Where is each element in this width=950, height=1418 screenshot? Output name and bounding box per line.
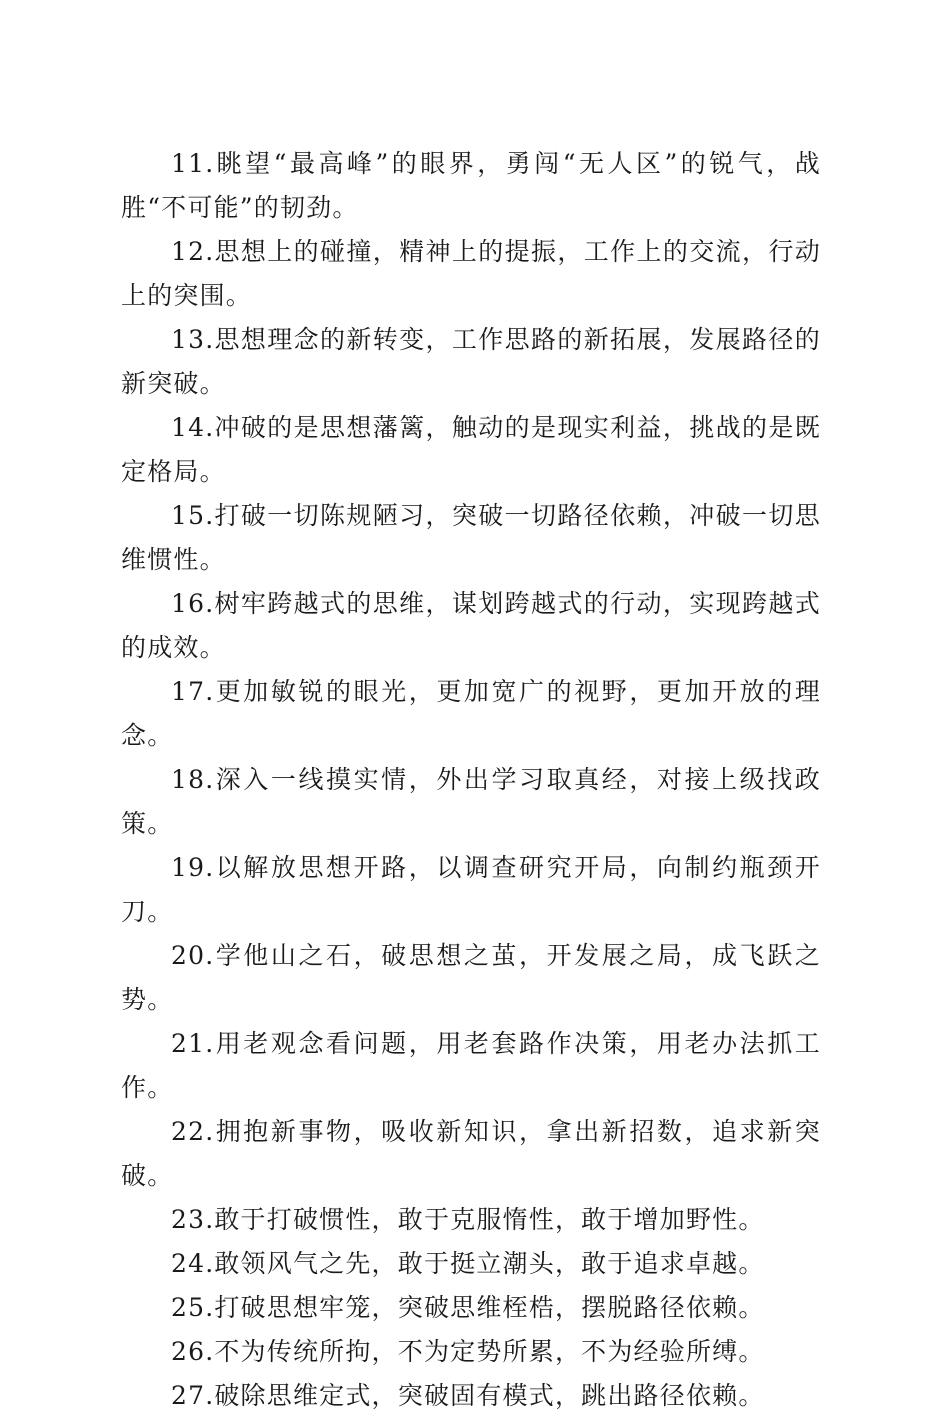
- paragraph-27: 27.破除思维定式，突破固有模式，跳出路径依赖。: [171, 1381, 765, 1410]
- paragraph-22: 22.拥抱新事物，吸收新知识，拿出新招数，追求新突破。: [121, 1117, 821, 1190]
- paragraph-16: 16.树牢跨越式的思维，谋划跨越式的行动，实现跨越式的成效。: [121, 589, 821, 662]
- paragraph-19: 19.以解放思想开路，以调查研究开局，向制约瓶颈开刀。: [121, 853, 821, 926]
- paragraph-17: 17.更加敏锐的眼光，更加宽广的视野，更加开放的理念。: [121, 677, 821, 750]
- paragraph-11: 11.眺望“最高峰”的眼界，勇闯“无人区”的锐气，战胜“不可能”的韧劲。: [121, 149, 821, 222]
- paragraph-24: 24.敢领风气之先，敢于挺立潮头，敢于追求卓越。: [171, 1249, 765, 1278]
- paragraph-25: 25.打破思想牢笼，突破思维桎梏，摆脱路径依赖。: [171, 1293, 765, 1322]
- paragraph-23: 23.敢于打破惯性，敢于克服惰性，敢于增加野性。: [171, 1205, 765, 1234]
- paragraph-14: 14.冲破的是思想藩篱，触动的是现实利益，挑战的是既定格局。: [121, 413, 821, 486]
- document-body: [121, 142, 821, 1418]
- paragraph-20: 20.学他山之石，破思想之茧，开发展之局，成飞跃之势。: [121, 941, 821, 1014]
- paragraph-12: 12.思想上的碰撞，精神上的提振，工作上的交流，行动上的突围。: [121, 237, 821, 310]
- paragraph-15: 15.打破一切陈规陋习，突破一切路径依赖，冲破一切思维惯性。: [121, 501, 821, 574]
- paragraph-18: 18.深入一线摸实情，外出学习取真经，对接上级找政策。: [121, 765, 821, 838]
- paragraph-26: 26.不为传统所拘，不为定势所累，不为经验所缚。: [171, 1337, 765, 1366]
- paragraph-13: 13.思想理念的新转变，工作思路的新拓展，发展路径的新突破。: [121, 325, 821, 398]
- paragraph-21: 21.用老观念看问题，用老套路作决策，用老办法抓工作。: [121, 1029, 821, 1102]
